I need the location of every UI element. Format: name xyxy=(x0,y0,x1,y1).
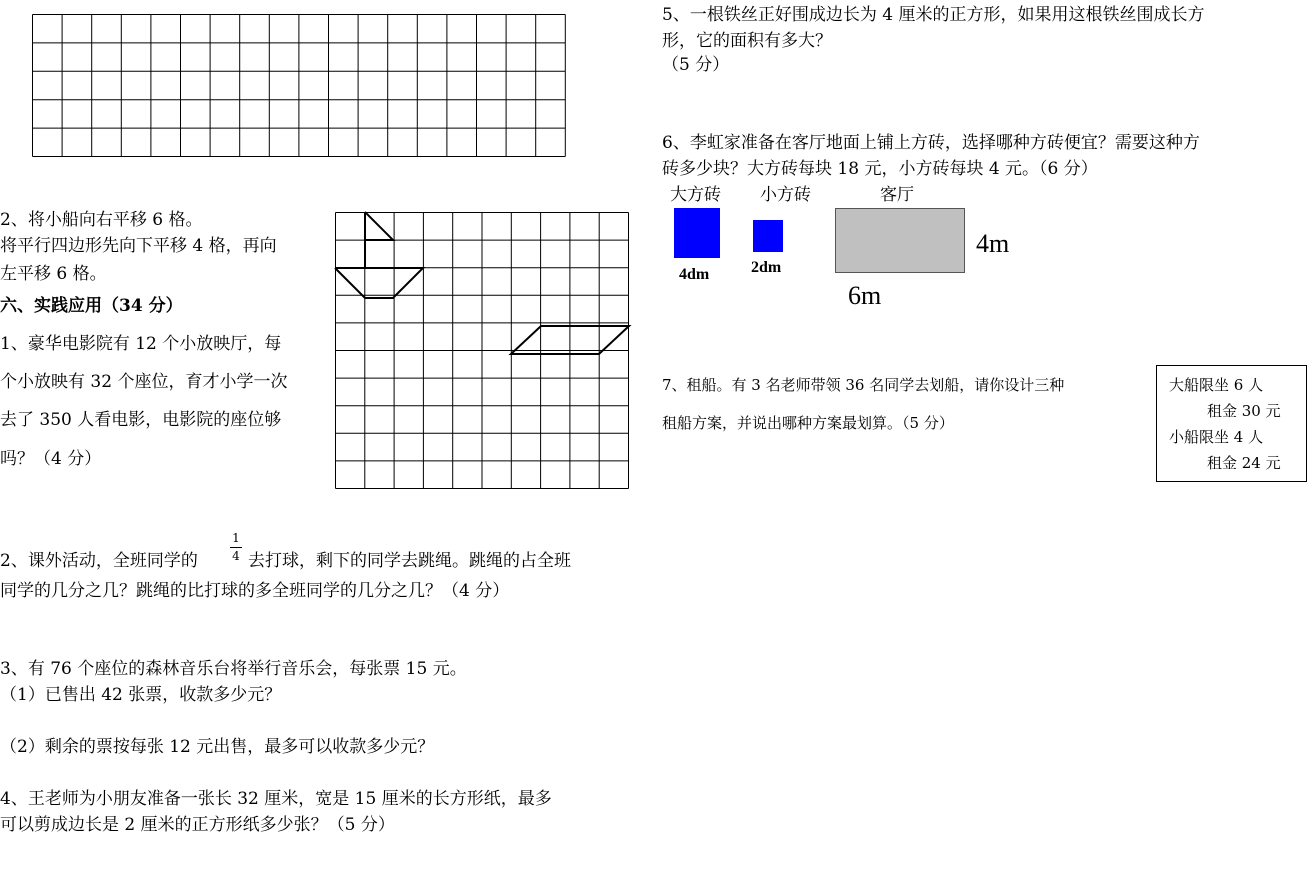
translate-line-2: 将平行四边形先向下平移 4 格，再向 xyxy=(0,236,277,256)
empty-grid xyxy=(30,12,570,162)
q1-line-1: 1、豪华电影院有 12 个小放映厅，每 xyxy=(0,334,282,354)
q7-line-1: 7、租船。有 3 名老师带领 36 名同学去划船，请你设计三种 xyxy=(662,376,1065,394)
translate-line-3: 左平移 6 格。 xyxy=(0,264,107,284)
label-living-room: 客厅 xyxy=(880,185,914,205)
q4-line-1: 4、王老师为小朋友准备一张长 32 厘米，宽是 15 厘米的长方形纸，最多 xyxy=(0,789,552,809)
q5-line-3: （5 分） xyxy=(662,55,730,75)
q3-sub-2: （2）剩余的票按每张 12 元出售，最多可以收款多少元？ xyxy=(0,737,435,757)
q4-line-2: 可以剪成边长是 2 厘米的正方形纸多少张？（5 分） xyxy=(0,815,395,835)
small-tile-square xyxy=(753,220,783,252)
big-tile-dimension: 4dm xyxy=(679,266,710,283)
boat-info-box xyxy=(1156,365,1307,482)
small-boat-capacity: 小船限坐 4 人 xyxy=(1169,428,1264,446)
q3-line-1: 3、有 76 个座位的森林音乐台将举行音乐会，每张票 15 元。 xyxy=(0,659,467,679)
q1-line-4: 吗？（4 分） xyxy=(0,449,102,469)
q6-line-1: 6、李虹家准备在客厅地面上铺上方砖，选择哪种方砖便宜？需要这种方 xyxy=(662,133,1200,153)
q2-line-2: 同学的几分之几？跳绳的比打球的多全班同学的几分之几？（4 分） xyxy=(0,581,510,601)
q5-line-1: 5、一根铁丝正好围成边长为 4 厘米的正方形，如果用这根铁丝围成长方 xyxy=(662,5,1205,25)
q5-line-2: 形，它的面积有多大？ xyxy=(662,31,832,51)
small-boat-rent: 租金 24 元 xyxy=(1207,454,1281,472)
fraction-bar xyxy=(230,547,242,548)
label-big-tile: 大方砖 xyxy=(670,185,721,205)
big-boat-capacity: 大船限坐 6 人 xyxy=(1169,376,1264,394)
fraction-denominator: 4 xyxy=(232,549,240,563)
big-tile-square xyxy=(674,208,720,258)
q2-part-2: 去打球，剩下的同学去跳绳。跳绳的占全班 xyxy=(248,551,571,571)
small-tile-dimension: 2dm xyxy=(751,259,782,276)
living-room-rect xyxy=(835,208,965,273)
room-height-label: 4m xyxy=(976,229,1010,258)
translation-grid xyxy=(333,208,633,493)
fraction-numerator: 1 xyxy=(232,531,240,545)
translate-line-1: 2、将小船向右平移 6 格。 xyxy=(0,210,203,230)
q3-sub-1: （1）已售出 42 张票，收款多少元？ xyxy=(0,685,282,705)
big-boat-rent: 租金 30 元 xyxy=(1207,402,1281,420)
q7-line-2: 租船方案，并说出哪种方案最划算。（5 分） xyxy=(662,414,954,432)
boat-figure xyxy=(335,212,423,298)
q6-line-2: 砖多少块？大方砖每块 18 元，小方砖每块 4 元。（6 分） xyxy=(662,159,1098,179)
label-small-tile: 小方砖 xyxy=(760,185,811,205)
q2-part-1: 2、课外活动，全班同学的 xyxy=(0,551,198,571)
section-title: 六、实践应用（34 分） xyxy=(0,296,183,316)
q1-line-2: 个小放映有 32 个座位，育才小学一次 xyxy=(0,372,288,392)
room-width-label: 6m xyxy=(848,281,882,310)
q1-line-3: 去了 350 人看电影，电影院的座位够 xyxy=(0,410,282,430)
